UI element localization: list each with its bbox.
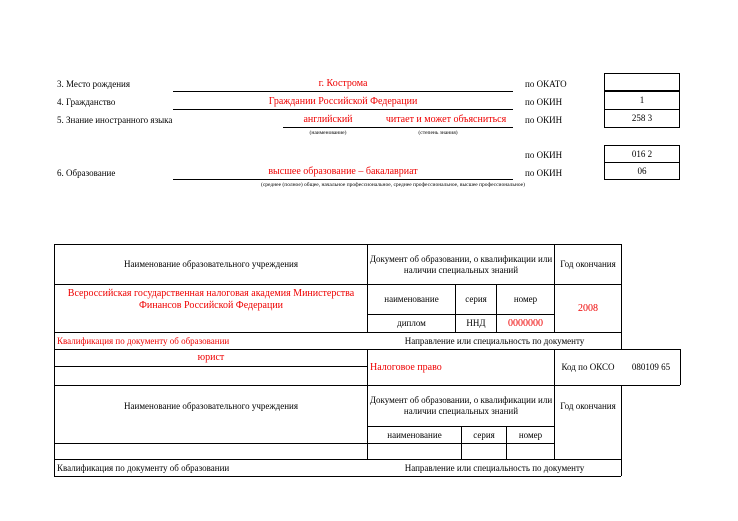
document-header-2: Документ об образовании, о квалификации или наличии специальных знаний bbox=[369, 395, 553, 416]
graduation-year[interactable]: 2008 bbox=[578, 302, 598, 314]
language-code-box-2[interactable]: 016 2 bbox=[604, 145, 680, 163]
citizenship-underline bbox=[173, 109, 513, 110]
specialty-value[interactable]: Налоговое право bbox=[370, 362, 442, 373]
language-underline bbox=[283, 127, 513, 128]
doc-name-header-2: наименование bbox=[387, 429, 442, 440]
doc-name[interactable]: диплом bbox=[397, 318, 426, 328]
specialty-label-2: Направление или специальность по документу bbox=[404, 462, 585, 473]
doc-number-header: номер bbox=[513, 294, 538, 304]
qualification-value[interactable]: юрист bbox=[197, 352, 225, 363]
language-name[interactable]: английский bbox=[303, 114, 353, 125]
doc-series[interactable]: ННД bbox=[466, 318, 486, 328]
citizenship-code-box[interactable]: 1 bbox=[604, 91, 680, 110]
language-code-label: по ОКИН bbox=[525, 115, 563, 125]
qualification-label-2: Квалификация по документу об образовании bbox=[57, 463, 230, 473]
education-caption: (среднее (полное) общее, начальное профессиональное, среднее профессиональное, высшее профессиональное) bbox=[261, 182, 525, 188]
year-header-2: Год окончания bbox=[560, 400, 616, 411]
language-level[interactable]: читает и может объясниться bbox=[385, 114, 507, 125]
education-underline bbox=[173, 179, 513, 180]
birthplace-underline bbox=[173, 91, 513, 92]
doc-number-header-2: номер bbox=[518, 429, 543, 440]
citizenship-code-label: по ОКИН bbox=[525, 97, 563, 107]
citizenship-value[interactable]: Граждании Российской Федерации bbox=[268, 96, 418, 107]
okso-code[interactable]: 080109 65 bbox=[631, 362, 671, 372]
institution-header: Наименование образовательного учреждения bbox=[124, 259, 298, 269]
citizenship-label: 4. Гражданство bbox=[57, 97, 116, 107]
doc-series-header: серия bbox=[465, 294, 487, 304]
language-label: 5. Знание иностранного языка bbox=[57, 115, 173, 125]
education-code-label: по ОКИН bbox=[525, 168, 563, 178]
education-label: 6. Образование bbox=[57, 168, 116, 178]
language-code-box[interactable]: 258 3 bbox=[604, 109, 680, 128]
institution-header-2: Наименование образовательного учреждения bbox=[124, 400, 298, 411]
language-code-label-2: по ОКИН bbox=[525, 150, 563, 160]
year-header: Год окончания bbox=[560, 259, 616, 269]
institution-name[interactable]: Всероссийская государственная налоговая академия Министерства Финансов Российской Федерации bbox=[67, 287, 355, 311]
doc-series-header-2: серия bbox=[473, 429, 495, 440]
doc-name-header: наименование bbox=[384, 294, 439, 304]
language-level-caption: (степень знания) bbox=[418, 130, 458, 136]
birthplace-label: 3. Место рождения bbox=[57, 79, 131, 89]
okso-label: Код по ОКСО bbox=[561, 362, 615, 372]
education-value[interactable]: высшее образование – бакалавриат bbox=[268, 166, 418, 177]
birthplace-code-label: по ОКАТО bbox=[525, 79, 567, 89]
language-name-caption: (наименование) bbox=[309, 130, 347, 136]
education-code-box[interactable]: 06 bbox=[604, 162, 680, 180]
okato-code-box[interactable] bbox=[604, 73, 680, 91]
document-header: Документ об образовании, о квалификации или наличии специальных знаний bbox=[369, 253, 553, 275]
doc-number[interactable]: 0000000 bbox=[508, 317, 543, 329]
birthplace-value[interactable]: г. Кострома bbox=[318, 78, 368, 89]
specialty-label: Направление или специальность по документу bbox=[404, 335, 585, 346]
qualification-label: Квалификация по документу об образовании bbox=[57, 336, 230, 346]
